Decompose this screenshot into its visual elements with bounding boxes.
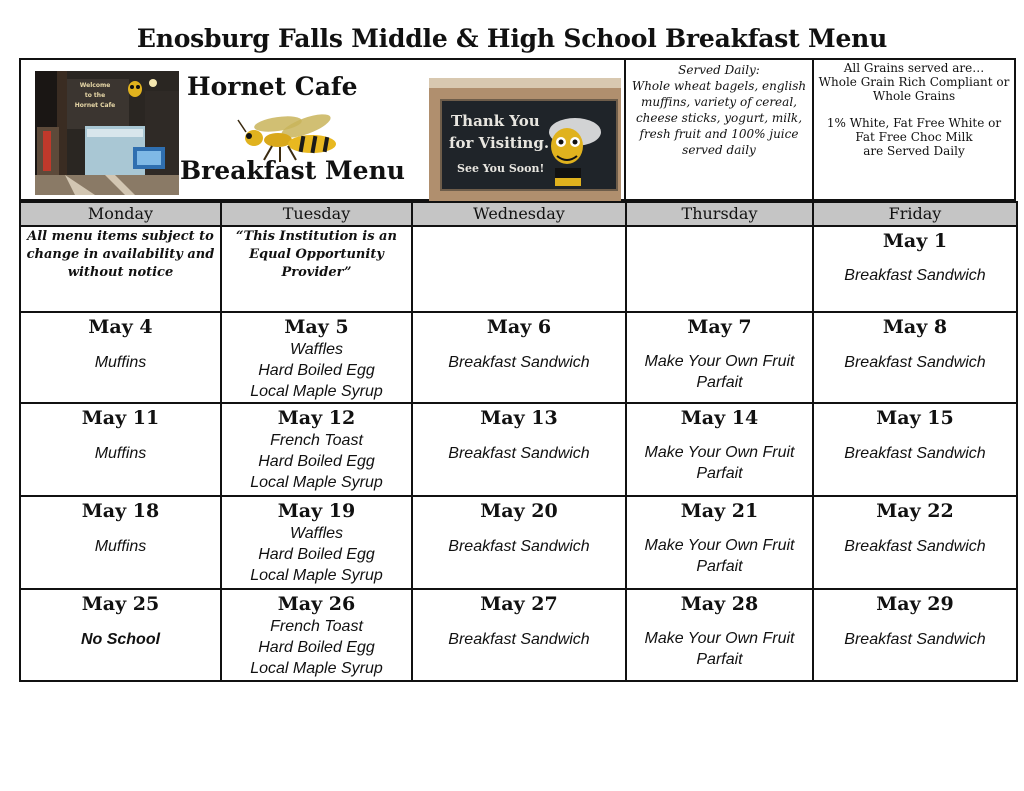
menu-item: Breakfast Sandwich — [448, 631, 590, 648]
day-cell — [20, 312, 221, 403]
day-cell — [221, 312, 412, 403]
day-date: May 21 — [680, 500, 759, 522]
day-date: May 12 — [277, 407, 356, 429]
menu-item: Breakfast Sandwich — [448, 538, 590, 555]
day-cell — [813, 312, 1017, 403]
day-date: May 29 — [876, 593, 954, 615]
menu-item: Breakfast Sandwich — [844, 354, 986, 371]
menu-item: No School — [80, 631, 161, 648]
empty-day-cell — [626, 226, 813, 312]
day-date: May 19 — [277, 500, 356, 522]
menu-item: French Toast — [270, 618, 363, 635]
grains-info: All Grains served are… — [843, 61, 985, 75]
menu-item: Waffles — [289, 525, 344, 542]
week-row — [20, 312, 1017, 403]
day-cell — [221, 589, 412, 681]
week-row — [20, 496, 1017, 589]
menu-item: Local Maple Syrup — [250, 567, 383, 584]
day-cell — [813, 403, 1017, 496]
cafe-sign-text: Welcome — [79, 82, 111, 89]
menu-name: Breakfast Menu — [180, 156, 405, 185]
week-row — [20, 226, 1017, 312]
menu-header — [19, 58, 1016, 201]
day-cell — [412, 403, 626, 496]
cafe-entrance-photo — [35, 71, 179, 195]
day-header-wednesday: Wednesday — [412, 202, 626, 226]
day-header-monday: Monday — [20, 202, 221, 226]
day-cell — [221, 403, 412, 496]
menu-item: Make Your Own Fruit — [644, 537, 795, 554]
day-header-tuesday: Tuesday — [221, 202, 412, 226]
day-cell — [626, 496, 813, 589]
day-date: May 13 — [480, 407, 558, 429]
day-cell — [626, 403, 813, 496]
grains-milk-cell: All Grains served are… Whole Grain Rich Compliant or Whole Grains 1% White, Fat Free White or Fat Free Choc Milk are Served Daily — [812, 60, 1014, 199]
day-date: May 28 — [680, 593, 759, 615]
menu-item: Parfait — [696, 558, 743, 575]
menu-calendar-table — [19, 201, 1018, 682]
menu-item: Breakfast Sandwich — [844, 538, 986, 555]
day-date: May 11 — [81, 407, 160, 429]
week-row — [20, 589, 1017, 681]
day-cell — [813, 496, 1017, 589]
svg-text:Hornet Cafe: Hornet Cafe — [74, 102, 116, 109]
svg-text:for Visiting.: for Visiting. — [449, 134, 550, 152]
day-header-friday: Friday — [813, 202, 1017, 226]
menu-item: Breakfast Sandwich — [844, 631, 986, 648]
day-cell — [412, 496, 626, 589]
equal-opportunity-note-cell: “This Institution is an Equal Opportunity Provider” — [221, 226, 412, 312]
svg-text:Thank You: Thank You — [451, 112, 540, 130]
menu-item: Make Your Own Fruit — [644, 630, 795, 647]
day-date: May 18 — [81, 500, 160, 522]
menu-item: Hard Boiled Egg — [258, 362, 375, 379]
served-daily-title: Served Daily: — [678, 63, 760, 77]
week-row — [20, 403, 1017, 496]
menu-item: Hard Boiled Egg — [258, 639, 375, 656]
empty-day-cell — [412, 226, 626, 312]
menu-item: Parfait — [696, 374, 743, 391]
day-cell — [20, 589, 221, 681]
day-date: May 14 — [680, 407, 759, 429]
served-daily-cell: Served Daily: Whole wheat bagels, english muffins, variety of cereal, cheese sticks, yogurt, milk, fresh fruit and 100% juice served daily — [624, 60, 812, 199]
menu-item: Breakfast Sandwich — [448, 354, 590, 371]
menu-item: Breakfast Sandwich — [844, 267, 986, 284]
menu-item: French Toast — [270, 432, 363, 449]
milk-info: 1% White, Fat Free White or — [826, 116, 1002, 130]
menu-item: Breakfast Sandwich — [448, 445, 590, 462]
day-date: May 5 — [284, 316, 349, 338]
day-date: May 20 — [480, 500, 558, 522]
day-cell — [813, 589, 1017, 681]
menu-item: Make Your Own Fruit — [644, 353, 795, 370]
day-date: May 4 — [88, 316, 153, 338]
day-cell — [221, 496, 412, 589]
svg-text:to the: to the — [84, 92, 106, 99]
menu-item: Breakfast Sandwich — [844, 445, 986, 462]
day-cell — [412, 312, 626, 403]
menu-item: Local Maple Syrup — [250, 383, 383, 400]
day-header-row — [20, 202, 1017, 226]
menu-item: Local Maple Syrup — [250, 660, 383, 677]
day-cell — [412, 589, 626, 681]
thank-you-banner-photo — [429, 78, 621, 201]
svg-text:See You Soon!: See You Soon! — [457, 162, 545, 175]
day-cell — [813, 226, 1017, 312]
menu-item: Muffins — [94, 538, 147, 555]
day-date: May 25 — [81, 593, 160, 615]
menu-item: Hard Boiled Egg — [258, 546, 375, 563]
day-date: May 22 — [876, 500, 954, 522]
day-cell — [626, 589, 813, 681]
menu-item: Muffins — [94, 445, 147, 462]
day-date: May 27 — [480, 593, 558, 615]
menu-item: Parfait — [696, 651, 743, 668]
day-date: May 8 — [882, 316, 948, 338]
menu-item: Make Your Own Fruit — [644, 444, 795, 461]
menu-item: Muffins — [94, 354, 147, 371]
day-cell — [626, 312, 813, 403]
cafe-name: Hornet Cafe — [187, 72, 358, 101]
day-date: May 6 — [486, 316, 552, 338]
day-cell — [20, 403, 221, 496]
day-cell — [20, 496, 221, 589]
day-date: May 1 — [882, 230, 948, 252]
day-date: May 26 — [277, 593, 356, 615]
menu-item: Parfait — [696, 465, 743, 482]
menu-item: Waffles — [289, 341, 344, 358]
menu-item: Local Maple Syrup — [250, 474, 383, 491]
day-header-thursday: Thursday — [626, 202, 813, 226]
availability-note-cell: All menu items subject to change in availability and without notice — [20, 226, 221, 312]
day-date: May 7 — [687, 316, 752, 338]
menu-item: Hard Boiled Egg — [258, 453, 375, 470]
day-date: May 15 — [876, 407, 954, 429]
page-title: Enosburg Falls Middle & High School Breakfast Menu — [136, 24, 888, 53]
